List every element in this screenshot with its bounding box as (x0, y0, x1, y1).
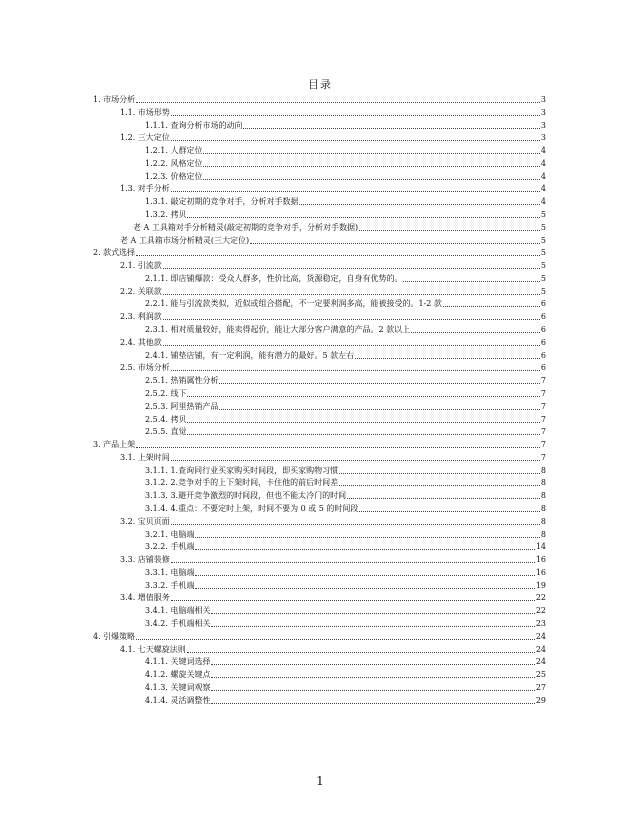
dot-leader (211, 605, 534, 614)
toc-entry[interactable] (145, 194, 546, 207)
dot-leader (243, 120, 539, 129)
toc-entry-label: 1.2.1. 人群定位 (145, 146, 203, 156)
toc-entry[interactable] (145, 156, 546, 169)
dot-leader (195, 529, 539, 538)
toc-entry[interactable] (145, 488, 546, 501)
toc-entry-page: 7 (540, 440, 546, 450)
toc-entry-label: 3.1.4. 4.重点：不要定时上架，时间不要为 0 或 5 的时间段 (145, 503, 359, 513)
toc-entry[interactable] (145, 424, 546, 437)
dot-leader (171, 362, 540, 371)
toc-entry-label: 3.4. 增值服务 (120, 593, 170, 603)
toc-entry[interactable] (145, 654, 546, 667)
toc-entry-label: 4.1.2. 螺旋关键点 (145, 670, 211, 680)
toc-entry-label: 2.5. 市场分析 (120, 363, 170, 373)
toc-entry-page: 24 (535, 657, 546, 667)
toc-entry[interactable] (120, 335, 546, 348)
toc-entry-label: 2.3. 利润款 (120, 312, 162, 322)
toc-entry[interactable] (145, 373, 546, 386)
toc-entry-page: 23 (535, 618, 546, 628)
dot-leader (359, 503, 539, 512)
toc-entry-page: 8 (540, 491, 546, 501)
toc-entry-label: 2. 款式选择 (93, 248, 136, 258)
toc-entry-label: 1.3.1. 敲定初期的竞争对手，分析对手数据 (145, 197, 299, 207)
toc-entry-page: 4 (540, 171, 546, 181)
dot-leader (187, 414, 539, 423)
toc-entry-page: 5 (540, 273, 546, 283)
dot-leader (163, 337, 540, 346)
toc-entry-label: 3.1. 上架时间 (120, 452, 170, 462)
toc-entry-page: 6 (540, 350, 546, 360)
toc-entry[interactable] (145, 271, 546, 284)
page-number: 1 (316, 774, 324, 788)
dot-leader (171, 183, 540, 192)
toc-entry[interactable] (120, 590, 546, 603)
toc-entry-page: 6 (540, 337, 546, 347)
dot-leader (339, 477, 540, 486)
toc-entry-label: 3.1.2. 2.竞争对手的上下架时间，卡住他的前后时间差 (145, 478, 339, 488)
toc-entry-page: 29 (535, 695, 546, 705)
toc-entry[interactable] (145, 680, 546, 693)
toc-entry-page: 4 (540, 146, 546, 156)
toc-entry-label: 3. 产品上架 (93, 440, 136, 450)
toc-entry-label: 4. 引爆策略 (93, 631, 136, 641)
toc-entry-page: 6 (540, 312, 546, 322)
toc-entry[interactable] (93, 437, 546, 450)
toc-entry-label: 2.1.1. 即店铺爆款：受众人群多，性价比高，货源稳定，自身有优势的。 (145, 273, 403, 283)
toc-entry[interactable] (145, 578, 546, 591)
toc-entry-page: 22 (535, 593, 546, 603)
dot-leader (211, 656, 534, 665)
toc-entry[interactable] (120, 233, 546, 246)
dot-leader (171, 132, 540, 141)
toc-entry-label: 2.3.1. 相对质量较好，能卖得起价，能让大部分客户满意的产品。2 款以上 (145, 325, 411, 335)
toc-entry-page: 4 (540, 197, 546, 207)
toc-entry-label: 2.4. 其他款 (120, 337, 162, 347)
toc-entry[interactable] (145, 118, 546, 131)
toc-entry-page: 16 (535, 567, 546, 577)
toc-entry-page: 3 (540, 107, 546, 117)
dot-leader (163, 260, 540, 269)
toc-entry-label: 4.1. 七天螺旋法则 (120, 644, 186, 654)
toc-entry[interactable] (145, 296, 546, 309)
toc-entry-page: 7 (540, 427, 546, 437)
toc-entry[interactable] (145, 539, 546, 552)
toc-entry-label: 3.3.1. 电脑端 (145, 567, 195, 577)
toc-entry-page: 8 (540, 478, 546, 488)
toc-entry[interactable] (120, 130, 546, 143)
toc-entry-page: 5 (540, 248, 546, 258)
dot-leader (203, 171, 539, 180)
toc-entry-label: 2.5.2. 线下 (145, 388, 187, 398)
toc-entry[interactable] (93, 245, 546, 258)
toc-entry[interactable] (145, 527, 546, 540)
toc-entry-page: 8 (540, 516, 546, 526)
dot-leader (203, 158, 539, 167)
dot-leader (136, 94, 540, 103)
toc-entry-page: 6 (540, 299, 546, 309)
dot-leader (136, 631, 535, 640)
toc-entry-label: 1.2. 三大定位 (120, 133, 170, 143)
toc-entry-label: 1.2.3. 价格定位 (145, 171, 203, 181)
dot-leader (211, 618, 534, 627)
toc-entry-page: 7 (540, 388, 546, 398)
toc-entry-page: 25 (535, 670, 546, 680)
toc-entry-page: 7 (540, 452, 546, 462)
toc-entry-page: 3 (540, 120, 546, 130)
toc-entry[interactable] (145, 693, 546, 706)
toc-entry-page: 6 (540, 363, 546, 373)
dot-leader (250, 235, 540, 244)
toc-entry[interactable] (145, 603, 546, 616)
toc-entry[interactable] (120, 181, 546, 194)
toc-entry[interactable] (145, 399, 546, 412)
toc-entry[interactable] (145, 565, 546, 578)
toc-entry-label: 1. 市场分析 (93, 95, 136, 104)
toc-entry[interactable] (145, 463, 546, 476)
toc-entry-page: 16 (535, 555, 546, 565)
dot-leader (171, 592, 535, 601)
toc-entry-label: 3.1.3. 3.避开竞争激烈的时间段，但也不能太冷门的时间 (145, 491, 347, 501)
toc-entry[interactable] (120, 284, 546, 297)
toc-entry-page: 6 (540, 325, 546, 335)
dot-leader (171, 452, 540, 461)
toc-entry-page: 27 (535, 682, 546, 692)
toc-entry[interactable] (145, 667, 546, 680)
toc-entry-page: 4 (540, 158, 546, 168)
toc-entry-page: 5 (540, 222, 546, 232)
toc-entry-page: 7 (540, 376, 546, 386)
toc-entry[interactable] (145, 348, 546, 361)
dot-leader (211, 669, 534, 678)
toc-entry-page: 5 (540, 210, 546, 220)
dot-leader (219, 375, 539, 384)
toc-entry-label: 2.5.3. 阿里热销产品 (145, 401, 219, 411)
toc-entry-page: 5 (540, 235, 546, 245)
toc-entry-page: 5 (540, 286, 546, 296)
toc-entry-label: 2.2. 关联款 (120, 286, 162, 296)
dot-leader (195, 567, 534, 576)
dot-leader (163, 311, 540, 320)
toc-entry[interactable] (120, 360, 546, 373)
toc-entry[interactable] (120, 450, 546, 463)
toc-entry-label: 3.3. 店铺装修 (120, 555, 170, 565)
toc-entry-label: 3.2. 宝贝页面 (120, 516, 170, 526)
dot-leader (187, 644, 535, 653)
toc-entry-page: 8 (540, 503, 546, 513)
toc-entry-label: 1.2.2. 风格定位 (145, 158, 203, 168)
dot-leader (403, 273, 539, 282)
toc-entry-page: 24 (535, 631, 546, 641)
dot-leader (355, 350, 540, 359)
toc-entry[interactable] (145, 143, 546, 156)
dot-leader (195, 580, 534, 589)
toc-entry-label: 1.1.1. 查询分析市场的动向 (145, 120, 243, 130)
toc-entry[interactable] (120, 642, 546, 655)
toc-entry[interactable] (120, 514, 546, 527)
dot-leader (171, 516, 540, 525)
toc-entry-label: 2.5.4. 拷贝 (145, 414, 187, 424)
toc-entry-page: 14 (535, 542, 546, 552)
dot-leader (171, 107, 540, 116)
toc-entry-label: 4.1.1. 关键词选择 (145, 657, 211, 667)
toc-entry-label: 2.2.1. 能与引流款类似，近似或组合搭配，不一定要利润多高，能被接受的。1-2 款 (145, 299, 442, 309)
dot-leader (211, 695, 534, 704)
toc-entry-label: 3.2.1. 电脑端 (145, 529, 195, 539)
toc-title: 目录 (308, 78, 332, 91)
dot-leader (299, 196, 539, 205)
toc-entry[interactable] (145, 412, 546, 425)
toc-entry-label: 2.5.5. 直觉 (145, 427, 187, 437)
toc-entry-page: 4 (540, 184, 546, 194)
toc-entry-page: 8 (540, 465, 546, 475)
dot-leader (195, 541, 534, 550)
toc-entry-page: 24 (535, 644, 546, 654)
toc-entry-page: 22 (535, 606, 546, 616)
toc-entry[interactable] (133, 220, 546, 233)
dot-leader (163, 286, 540, 295)
toc-entry-label: 1.3.2. 拷贝 (145, 210, 187, 220)
toc-entry[interactable] (93, 629, 546, 642)
toc-entry[interactable] (120, 258, 546, 271)
dot-leader (136, 439, 540, 448)
toc-entry-page: 7 (540, 401, 546, 411)
dot-leader (203, 145, 539, 154)
toc-entry[interactable] (145, 386, 546, 399)
dot-leader (211, 682, 534, 691)
toc-entry-label: 3.4.1. 电脑端相关 (145, 606, 211, 616)
dot-leader (219, 401, 539, 410)
dot-leader (171, 554, 535, 563)
dot-leader (339, 465, 540, 474)
toc-entry[interactable] (145, 616, 546, 629)
toc-entry[interactable] (120, 552, 546, 565)
toc-entry-label: 3.3.2. 手机端 (145, 580, 195, 590)
dot-leader (136, 247, 540, 256)
toc-entry-label: 2.5.1. 热销属性分析 (145, 376, 219, 386)
toc-entry-page: 3 (540, 133, 546, 143)
dot-leader (187, 388, 539, 397)
toc-entry-label: 老 A 工具箱对手分析精灵(敲定初期的竞争对手，分析对手数据) (133, 222, 359, 232)
toc-entry[interactable] (145, 501, 546, 514)
toc-entry[interactable] (145, 169, 546, 182)
toc-entry-page: 7 (540, 414, 546, 424)
toc-entry-page: 3 (540, 95, 546, 104)
toc-entry-label: 1.3. 对手分析 (120, 184, 170, 194)
toc-entry[interactable] (145, 207, 546, 220)
toc-entry-label: 3.1.1. 1.查询同行业买家购买时间段，即买家购物习惯 (145, 465, 339, 475)
toc-entry-page: 19 (535, 580, 546, 590)
toc-entry[interactable] (145, 322, 546, 335)
toc-entry-label: 3.4.2. 手机端相关 (145, 618, 211, 628)
toc-entry-page: 8 (540, 529, 546, 539)
toc-entry-label: 老 A 工具箱市场分析精灵(三大定位) (120, 235, 250, 245)
toc-entry[interactable] (120, 309, 546, 322)
toc-entry[interactable] (93, 92, 546, 105)
toc-entry-page: 5 (540, 261, 546, 271)
dot-leader (411, 324, 540, 333)
dot-leader (187, 209, 539, 218)
dot-leader (187, 426, 539, 435)
dot-leader (443, 298, 540, 307)
toc-entry-label: 4.1.4. 灵活调整性 (145, 695, 211, 705)
toc-entry-label: 1.1. 市场形势 (120, 107, 170, 117)
toc-entry[interactable] (120, 105, 546, 118)
toc-entry[interactable] (145, 475, 546, 488)
dot-leader (347, 490, 540, 499)
toc-entry-label: 2.1. 引流款 (120, 261, 162, 271)
toc-entry-label: 2.4.1. 铺垫店铺，有一定利润，能有潜力的最好。5 款左右 (145, 350, 355, 360)
toc-entry-label: 3.2.2. 手机端 (145, 542, 195, 552)
dot-leader (359, 222, 540, 231)
toc-entry-label: 4.1.3. 关键词观察 (145, 682, 211, 692)
